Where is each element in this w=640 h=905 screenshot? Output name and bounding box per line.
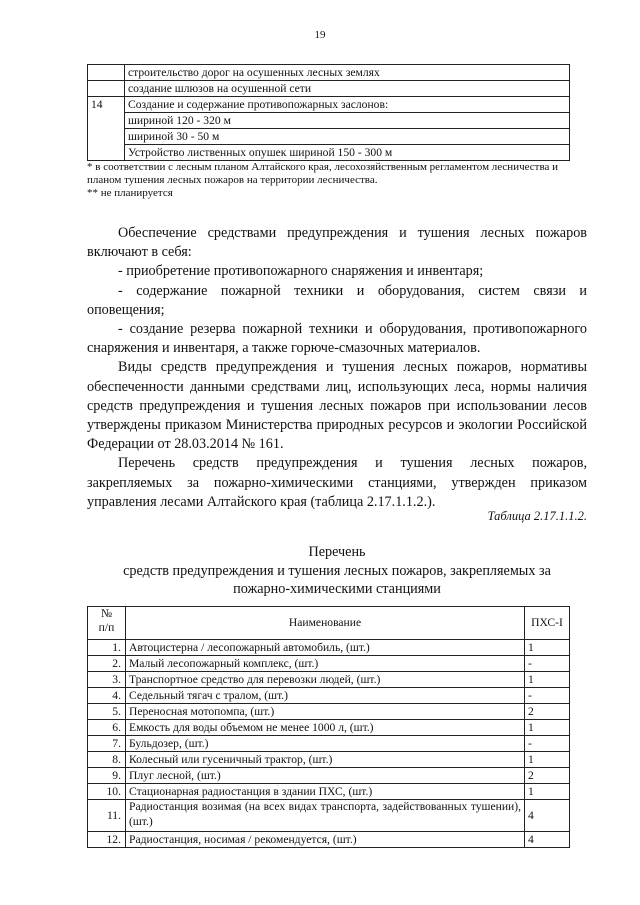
table-row [88, 704, 570, 720]
row-number: 8. [88, 752, 126, 768]
row-value: 1 [525, 784, 570, 800]
row-name: Автоцистерна / лесопожарный автомобиль, (шт.) [126, 640, 525, 656]
table-row [88, 688, 570, 704]
row-text: строительство дорог на осушенных лесных землях [125, 65, 570, 81]
table-row [88, 656, 570, 672]
row-number: 10. [88, 784, 126, 800]
footnote-1: * в соответствии с лесным планом Алтайского края, лесохозяйственным регламентом лесничества и планом тушения лесных пожаров на территории лесничества. [87, 161, 559, 186]
table-title [87, 543, 587, 599]
table-row [88, 720, 570, 736]
table-row [88, 768, 570, 784]
row-name: Колесный или гусеничный трактор, (шт.) [126, 752, 525, 768]
row-number: 3. [88, 672, 126, 688]
row-value: - [525, 688, 570, 704]
row-number: 4. [88, 688, 126, 704]
title-line: средств предупреждения и тушения лесных пожаров, закрепляемых за [123, 562, 551, 579]
list-item: - приобретение противопожарного снаряжения и инвентаря; [118, 263, 484, 280]
row-name: Радиостанция, носимая / рекомендуется, (шт.) [126, 832, 525, 848]
row-text: создание шлюзов на осушенной сети [125, 81, 570, 97]
row-value: 2 [525, 704, 570, 720]
table-row [88, 800, 570, 832]
header-number [88, 607, 126, 640]
table-header [88, 607, 570, 640]
row-text: Устройство лиственных опушек шириной 150 - 300 м [125, 145, 570, 161]
row-name: Бульдозер, (шт.) [126, 736, 525, 752]
table-row [88, 784, 570, 800]
paragraph-list-approval: Перечень средств предупреждения и тушения лесных пожаров, закрепляемых за пожарно-химическими станциями, утвержден приказом управления лесами Алтайского края (таблица 2.17.1.1.2.). [87, 455, 587, 510]
measures-table-continuation [87, 64, 570, 161]
row-name: Емкость для воды объемом не менее 1000 л, (шт.) [126, 720, 525, 736]
row-value: 1 [525, 720, 570, 736]
header-name: Наименование [126, 607, 525, 640]
paragraph-regulation: Виды средств предупреждения и тушения лесных пожаров, нормативы обеспеченности данными средствами лиц, использующих леса, нормы наличия средств предупреждения и тушения лесных пожаров при использовании лесов утверждены приказом Министерства природных ресурсов и экологии Российской Федерации от 28.03.2014 № 161. [87, 359, 587, 453]
row-number: 2. [88, 656, 126, 672]
footnote-2: ** не планируется [87, 187, 173, 199]
row-value: 2 [525, 768, 570, 784]
row-number: 1. [88, 640, 126, 656]
row-number: 11. [88, 800, 126, 832]
table-row [88, 113, 570, 129]
row-number: 9. [88, 768, 126, 784]
table-row [88, 129, 570, 145]
row-number: 14 [88, 97, 125, 161]
table-row [88, 752, 570, 768]
table-row [88, 81, 570, 97]
title-line: Перечень [308, 544, 366, 560]
row-name: Радиостанция возимая (на всех видах транспорта, задействованных тушении), (шт.) [126, 800, 525, 832]
row-text: Создание и содержание противопожарных заслонов: [125, 97, 570, 113]
row-value: 1 [525, 752, 570, 768]
title-line: пожарно-химическими станциями [233, 581, 441, 597]
body-text [87, 224, 587, 512]
page-number: 19 [314, 29, 326, 41]
row-name: Малый лесопожарный комплекс, (шт.) [126, 656, 525, 672]
table-caption: Таблица 2.17.1.1.2. [487, 509, 587, 523]
row-number: 5. [88, 704, 126, 720]
list-item: - содержание пожарной техники и оборудования, систем связи и оповещения; [87, 282, 587, 318]
row-name: Переносная мотопомпа, (шт.) [126, 704, 525, 720]
row-number: 12. [88, 832, 126, 848]
row-value: - [525, 656, 570, 672]
header-number-line: п/п [98, 621, 115, 634]
row-number [88, 81, 125, 97]
table-row [88, 832, 570, 848]
table-row [88, 97, 570, 113]
footnotes [87, 161, 587, 200]
row-number: 6. [88, 720, 126, 736]
row-number: 7. [88, 736, 126, 752]
row-text: шириной 30 - 50 м [125, 129, 570, 145]
table-row [88, 145, 570, 161]
row-value: - [525, 736, 570, 752]
header-phs: ПХС-I [525, 607, 570, 640]
header-number-line: № [100, 607, 113, 620]
row-value: 1 [525, 672, 570, 688]
table-row [88, 736, 570, 752]
row-text: шириной 120 - 320 м [125, 113, 570, 129]
table-row [88, 672, 570, 688]
row-name: Плуг лесной, (шт.) [126, 768, 525, 784]
row-value: 4 [525, 832, 570, 848]
row-name: Стационарная радиостанция в здании ПХС, (шт.) [126, 784, 525, 800]
row-name: Седельный тягач с тралом, (шт.) [126, 688, 525, 704]
row-number [88, 65, 125, 81]
equipment-table [87, 606, 570, 848]
list-item: - создание резерва пожарной техники и оборудования, противопожарного снаряжения и инвентаря, а также горюче-смазочных материалов. [87, 321, 587, 357]
table-row [88, 640, 570, 656]
paragraph-intro: Обеспечение средствами предупреждения и тушения лесных пожаров включают в себя: [87, 225, 587, 261]
row-name: Транспортное средство для перевозки людей, (шт.) [126, 672, 525, 688]
row-value: 1 [525, 640, 570, 656]
row-value: 4 [525, 800, 570, 832]
table-row [88, 65, 570, 81]
